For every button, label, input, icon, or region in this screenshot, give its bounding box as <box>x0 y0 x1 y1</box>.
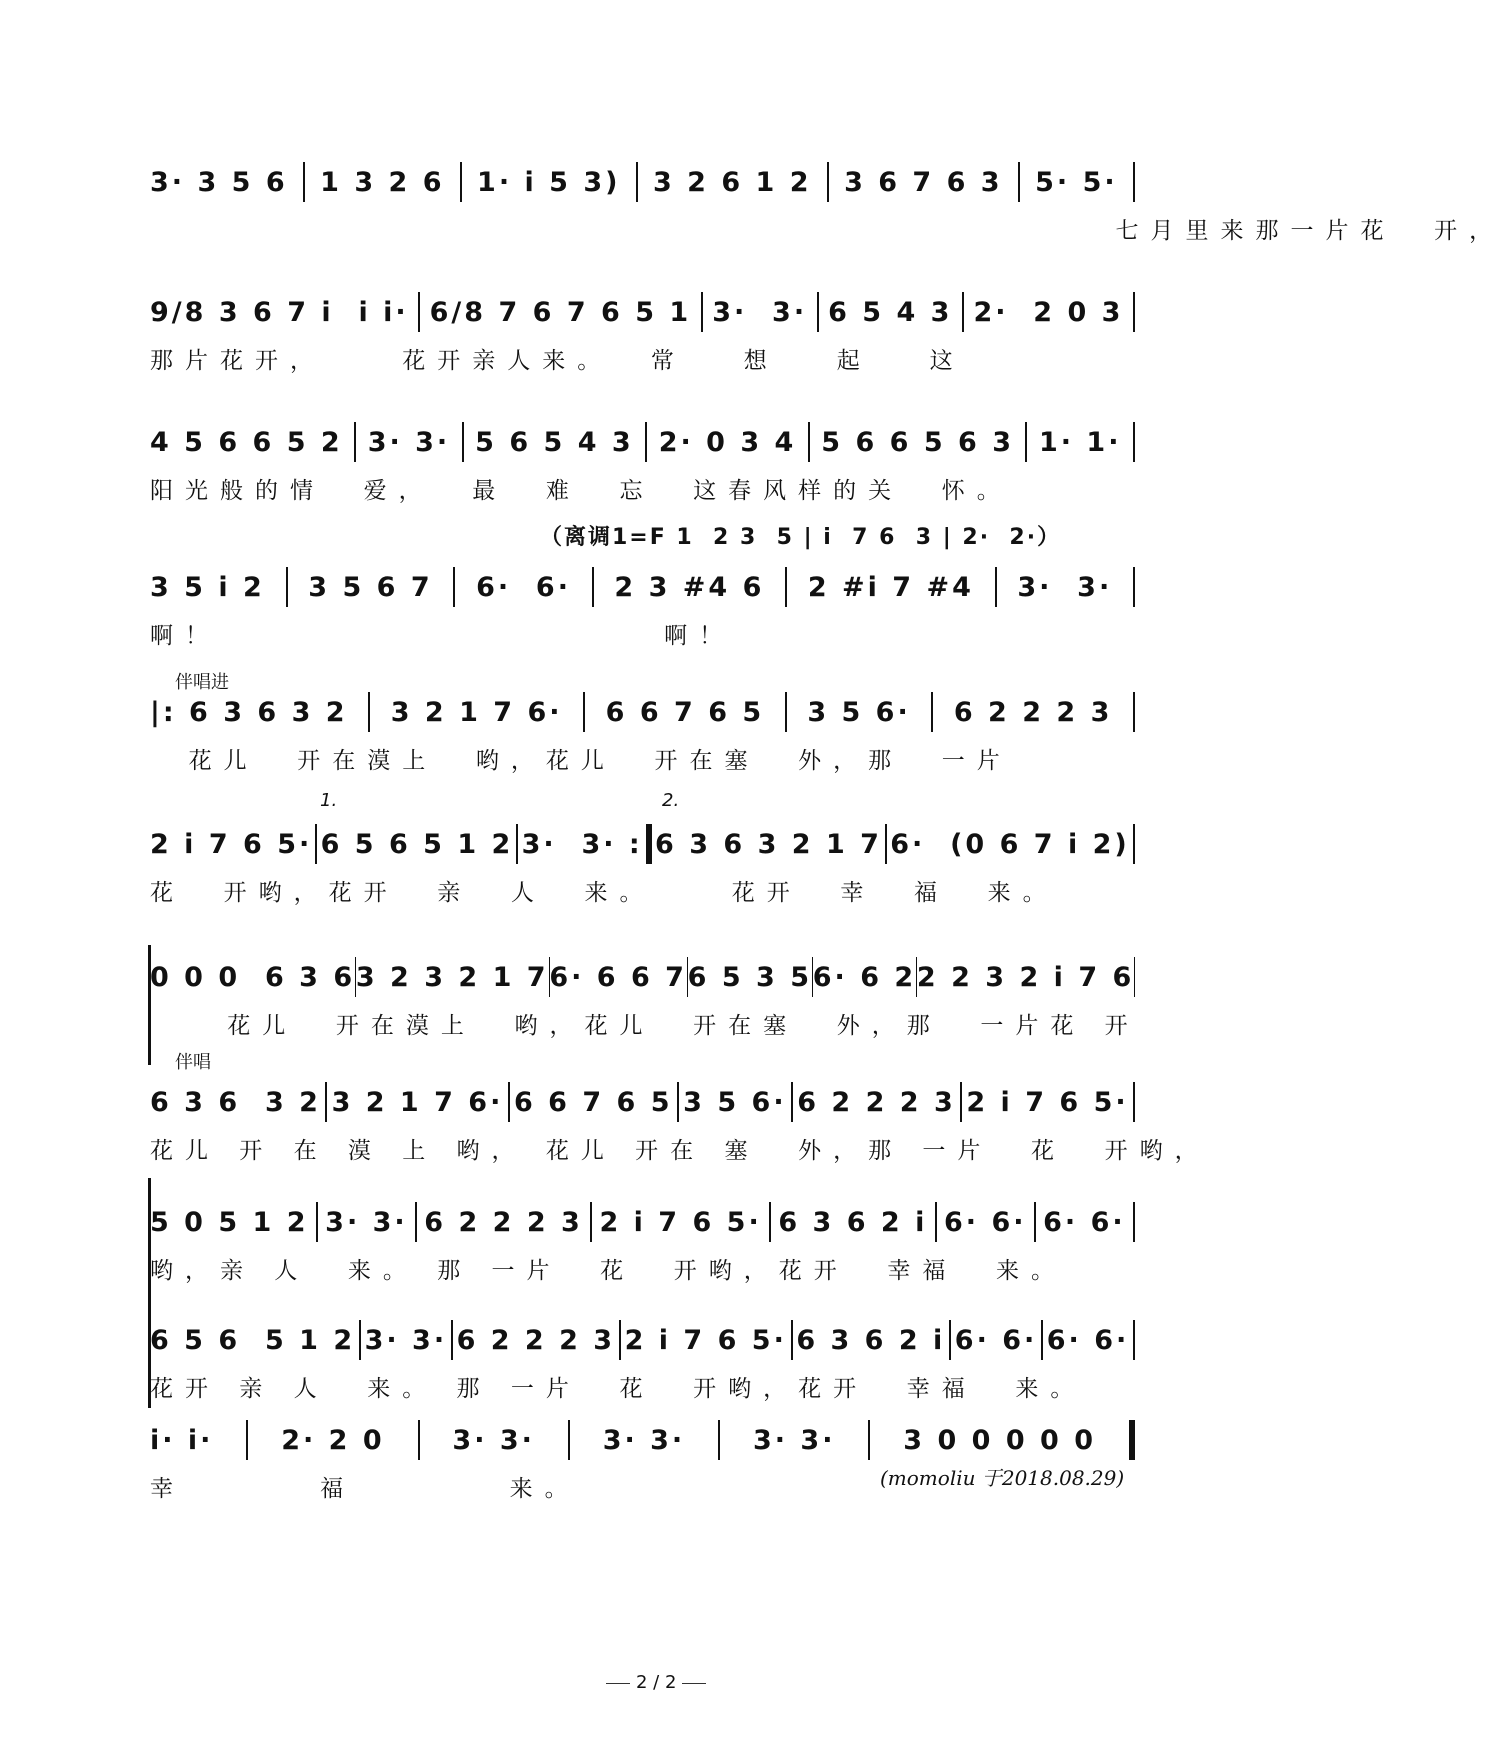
notation-line <box>150 955 1135 999</box>
barline <box>1133 692 1135 732</box>
barline <box>995 567 997 607</box>
measure: 6· 6· <box>954 1324 1038 1356</box>
measure: 2 i 7 6 5· <box>966 1086 1129 1118</box>
measure: 5 6 5 4 3 <box>475 426 634 458</box>
barline <box>960 1082 962 1122</box>
measure: 1 3 2 6 <box>320 166 445 198</box>
barline <box>286 567 288 607</box>
lyric-line: 花儿 开 在 漠 上 哟， 花儿 开在 塞 外，那 一片 花 开哟， <box>150 1138 1210 1164</box>
barline <box>368 692 370 732</box>
barline <box>1041 1320 1043 1360</box>
barline <box>1134 957 1135 997</box>
measure: 6 2 2 2 3 <box>424 1206 583 1238</box>
barline <box>460 162 462 202</box>
barline <box>1025 422 1027 462</box>
notation-line <box>150 1418 1135 1462</box>
measure: 2· 2 0 3 <box>973 296 1124 328</box>
notation-line <box>150 290 1135 334</box>
modulation-passage: （离调1=F 1 2 3 5 | i 7 6 3 | 2· 2·） <box>540 525 1062 550</box>
measure: 6· 6· <box>1043 1206 1126 1238</box>
measure: 6 6 7 6 5 <box>513 1086 673 1118</box>
accompany-in-label: 伴唱进 <box>175 672 229 693</box>
double-barline <box>646 824 652 864</box>
barline <box>418 1420 420 1460</box>
barline <box>246 1420 248 1460</box>
measure: 5 6 6 5 6 3 <box>821 426 1014 458</box>
barline <box>1133 567 1135 607</box>
barline <box>636 162 638 202</box>
lyric-line: 花开 亲 人 来。 那 一片 花 开哟，花开 幸福 来。 <box>150 1376 1086 1402</box>
measure: 6· 6 2 <box>812 961 917 993</box>
barline <box>583 692 585 732</box>
barline <box>516 824 518 864</box>
measure: 4 5 6 6 5 2 <box>150 426 343 458</box>
barline <box>962 292 964 332</box>
notation-line <box>150 1080 1135 1124</box>
measure: 6 3 6 2 i <box>778 1206 928 1238</box>
measure: 3 6 7 6 3 <box>844 166 1003 198</box>
barline <box>415 1202 417 1242</box>
barline <box>808 422 810 462</box>
barline <box>1034 1202 1036 1242</box>
measure: 3· 3· <box>752 1424 836 1456</box>
ending-2-label: 2. <box>662 790 680 811</box>
barline <box>451 1320 453 1360</box>
barline <box>462 422 464 462</box>
transcriber-credit: (momoliu 于2018.08.29) <box>880 1466 1125 1490</box>
measure: 3 2 6 1 2 <box>652 166 812 198</box>
notation-line <box>150 1318 1135 1362</box>
measure: 3· 3· <box>1017 571 1113 603</box>
barline <box>303 162 305 202</box>
barline <box>359 1320 361 1360</box>
measure: 3· 3· <box>364 1324 448 1356</box>
measure: 3 5 i 2 <box>150 571 265 603</box>
lyric-line: 花 开哟，花开 亲 人 来。 花开 幸 福 来。 <box>150 880 1058 906</box>
lyric-line: 七月里来那一片花 开， <box>150 218 1504 244</box>
measure: 5· 5· <box>1035 166 1118 198</box>
barline <box>868 1420 870 1460</box>
barline <box>645 422 647 462</box>
measure: 6/8 7 6 7 6 5 1 <box>429 296 692 328</box>
barline <box>592 567 594 607</box>
barline <box>817 292 819 332</box>
measure: 6· 6· <box>476 571 571 603</box>
barline <box>453 567 455 607</box>
measure: 6· 6· <box>1046 1324 1130 1356</box>
measure: 3 2 1 7 6· <box>331 1086 504 1118</box>
lyric-line: 啊！ 啊！ <box>150 623 735 649</box>
barline <box>1133 1202 1135 1242</box>
barline <box>677 1082 679 1122</box>
barline <box>1133 422 1135 462</box>
barline <box>1133 1082 1135 1122</box>
measure: 6 2 2 2 3 <box>797 1086 956 1118</box>
measure: 3· 3· <box>367 426 451 458</box>
notation-line <box>150 565 1135 609</box>
measure: 1· 1· <box>1038 426 1122 458</box>
measure: 2· 0 3 4 <box>658 426 797 458</box>
accompany-label: 伴唱 <box>175 1052 211 1073</box>
barline <box>508 1082 510 1122</box>
measure: 2 2 3 2 i 7 6 <box>916 961 1135 993</box>
double-barline <box>1129 1420 1135 1460</box>
barline <box>931 692 933 732</box>
measure: 6· 6· <box>944 1206 1027 1238</box>
measure: 6 5 6 5 1 2 <box>320 828 514 860</box>
barline <box>1018 162 1020 202</box>
measure: 2 i 7 6 5· <box>150 828 313 860</box>
notation-line <box>150 822 1135 866</box>
measure: 6· 6 6 7 <box>549 961 687 993</box>
measure: 2 i 7 6 5· <box>624 1324 787 1356</box>
measure: 3· 3· <box>325 1206 408 1238</box>
measure: |: 6 3 6 3 2 <box>150 696 348 728</box>
measure: 3 2 3 2 1 7 <box>355 961 549 993</box>
lyric-line: 花儿 开在漠上 哟，花儿 开在塞 外，那 一片花 开 <box>150 1013 1140 1039</box>
measure: 6 3 6 3 2 1 7 <box>655 828 882 860</box>
barline <box>935 1202 937 1242</box>
notation-line <box>150 420 1135 464</box>
measure: 3 2 1 7 6· <box>390 696 563 728</box>
measure: 6 3 6 3 2 <box>150 1086 321 1118</box>
barline <box>568 1420 570 1460</box>
barline <box>769 1202 771 1242</box>
measure: 3· 3· <box>602 1424 686 1456</box>
measure: 6 6 7 6 5 <box>605 696 765 728</box>
measure: i· i· <box>150 1424 214 1456</box>
measure: 3 0 0 0 0 0 <box>903 1424 1096 1456</box>
measure: 3· 3· : <box>521 828 643 860</box>
measure: 3 5 6 7 <box>308 571 433 603</box>
measure: 6 2 2 2 3 <box>456 1324 616 1356</box>
measure: 9/8 3 6 7 i i i· <box>150 296 409 328</box>
barline <box>949 1320 951 1360</box>
notation-line <box>150 160 1135 204</box>
barline <box>316 1202 318 1242</box>
measure: 6 2 2 2 3 <box>953 696 1113 728</box>
barline <box>827 162 829 202</box>
barline <box>701 292 703 332</box>
lyric-line: 那片花开， 花开亲人来。 常 想 起 这 <box>150 348 965 374</box>
measure: 2 3 #4 6 <box>614 571 765 603</box>
measure: 6 5 4 3 <box>828 296 953 328</box>
notation-line <box>150 1200 1135 1244</box>
lyric-line: 幸 福 来。 <box>150 1476 580 1502</box>
barline <box>785 567 787 607</box>
measure: 6 5 6 5 1 2 <box>150 1324 356 1356</box>
page-number: 2 / 2 <box>600 1672 712 1693</box>
measure: 2 i 7 6 5· <box>599 1206 762 1238</box>
notation-line <box>150 690 1135 734</box>
barline <box>1133 824 1135 864</box>
measure: 2· 2 0 <box>281 1424 385 1456</box>
measure: 3 5 6· <box>683 1086 787 1118</box>
barline <box>354 422 356 462</box>
measure: 5 0 5 1 2 <box>150 1206 309 1238</box>
measure: 6· (0 6 7 i 2) <box>890 828 1130 860</box>
barline <box>718 1420 720 1460</box>
ending-1-label: 1. <box>320 790 338 811</box>
barline <box>619 1320 621 1360</box>
lyric-line: 哟，亲 人 来。 那 一片 花 开哟，花开 幸福 来。 <box>150 1258 1067 1284</box>
measure: 6 5 3 5 <box>687 961 813 993</box>
measure: 6 3 6 2 i <box>796 1324 946 1356</box>
lyric-line: 花儿 开在漠上 哟，花儿 开在塞 外，那 一片 <box>150 748 1012 774</box>
barline <box>1133 292 1135 332</box>
measure: 3 5 6· <box>807 696 911 728</box>
measure: 2 #i 7 #4 <box>807 571 974 603</box>
barline <box>1133 1320 1135 1360</box>
measure: 1· i 5 3) <box>477 166 621 198</box>
barline <box>791 1082 793 1122</box>
lyric-line: 阳光般的情 爱， 最 难 忘 这春风样的关 怀。 <box>150 478 1012 504</box>
barline <box>590 1202 592 1242</box>
barline <box>1133 162 1135 202</box>
barline <box>885 824 887 864</box>
barline <box>791 1320 793 1360</box>
measure: 3· 3· <box>452 1424 535 1456</box>
barline <box>785 692 787 732</box>
measure: 0 0 0 6 3 6 <box>150 961 356 993</box>
measure: 3· 3· <box>712 296 808 328</box>
barline <box>315 824 317 864</box>
barline <box>418 292 420 332</box>
measure: 3· 3 5 6 <box>150 166 288 198</box>
barline <box>325 1082 327 1122</box>
